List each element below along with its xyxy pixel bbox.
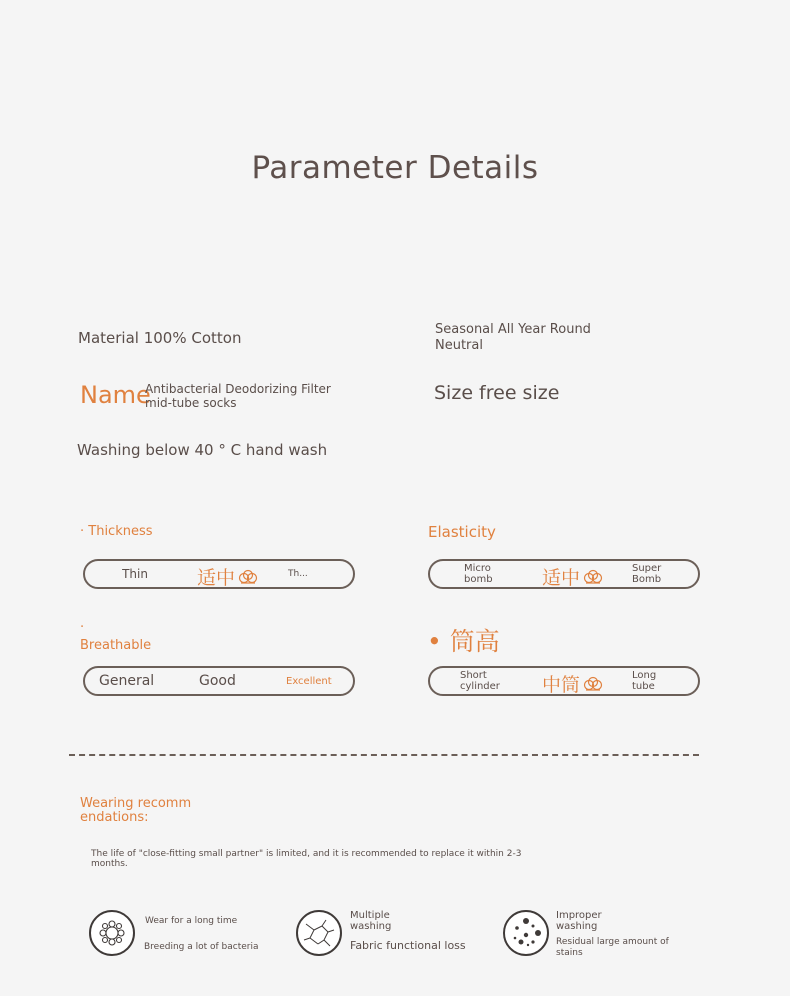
elasticity-selected-label: 适中 [542,567,581,589]
tube-selected [542,670,604,697]
breathable-right-option: Excellent [283,666,341,696]
product-name [145,382,331,410]
item2-line2: Fabric functional loss [350,939,466,952]
item3-line2a: Residual large amount of [556,937,669,947]
wearing-note [91,849,521,869]
elasticity-right-line2: Bomb [632,574,662,585]
breathable-middle-option: Good [195,666,245,696]
seasonal-line1: Seasonal All Year Round [435,322,591,337]
breathable-label: Breathable [80,638,152,653]
tube-left-line2: cylinder [460,681,500,692]
wearing-heading [80,797,191,825]
elasticity-right-option [628,559,678,589]
item2-line1a: Multiple [350,910,390,921]
thickness-right-option: Th... [288,569,308,579]
elasticity-selected [542,563,604,590]
washing-spec: Washing below 40 ° C hand wash [77,441,328,459]
tube-right-line2: tube [632,681,655,692]
section-divider [69,754,699,756]
item2-line1 [350,910,391,932]
elasticity-label: Elasticity [428,523,496,541]
item3-line1b: washing [556,921,598,932]
page-title: Parameter Details [251,150,539,186]
cotton-icon [582,676,604,692]
tube-selected-label: 中筒 [542,674,581,696]
elasticity-left-line2: bomb [464,574,493,585]
item3-line2b: stains [556,948,583,958]
tube-left-option [456,666,506,696]
breathable-scale [83,666,355,696]
thickness-label: · Thickness [80,524,153,539]
tube-right-option [628,666,678,696]
seasonal-spec [435,322,591,354]
product-name-line1: Antibacterial Deodorizing Filter [145,382,331,396]
elasticity-left-line1: Micro [464,563,491,574]
size-spec: Size free size [434,382,560,404]
seasonal-line2: Neutral [435,338,483,353]
item1-line2: Breeding a lot of bacteria [144,942,259,952]
wearing-note-line1: The life of "close-fitting small partner" is limited, and it is recommended to replace it within 2-3 [91,849,522,859]
thickness-selected [197,563,259,590]
breathable-dot: · [80,620,85,635]
wearing-note-line2: months. [91,859,128,869]
tube-left-line1: Short [460,670,487,681]
cotton-icon [237,569,259,585]
material-spec: Material 100% Cotton [78,329,242,347]
breathable-left-option: General [99,666,161,696]
wearing-heading-line2: endations: [80,810,149,825]
thickness-scale [83,559,355,589]
item2-line1b: washing [350,921,392,932]
wearing-heading-line1: Wearing recomm [80,796,192,811]
stains-icon [503,910,549,956]
elasticity-right-line1: Super [632,563,662,574]
tube-right-line1: Long [632,670,657,681]
item3-line1 [556,910,602,932]
item3-line2 [556,937,669,959]
fabric-icon [296,910,342,956]
item3-line1a: Improper [556,910,602,921]
thickness-left-option: Thin [117,559,153,589]
thickness-selected-label: 适中 [197,567,236,589]
elasticity-left-option [460,559,510,589]
tube-height-scale [428,666,700,696]
item1-line1: Wear for a long time [145,916,238,926]
cotton-icon [582,569,604,585]
product-name-line2: mid-tube socks [145,396,237,410]
name-label: Name [80,381,151,409]
tube-height-label: • 筒高 [427,627,500,656]
bacteria-icon [89,910,135,956]
elasticity-scale [428,559,700,589]
